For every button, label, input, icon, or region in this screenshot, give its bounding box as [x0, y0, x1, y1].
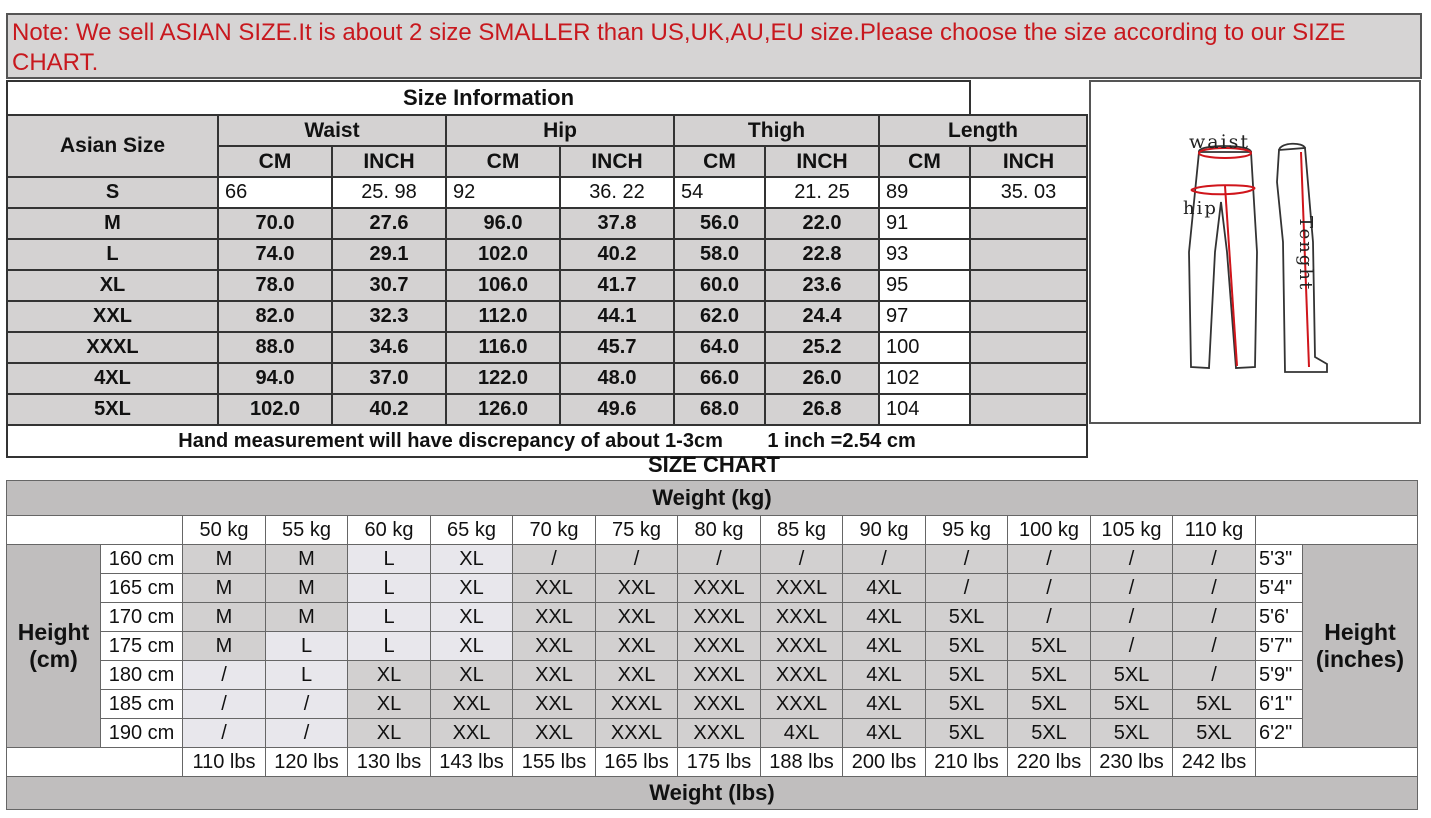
- size-value: 91: [879, 208, 970, 239]
- lbs-label: 230 lbs: [1091, 748, 1173, 777]
- size-row: [7, 177, 1087, 208]
- size-value: 104: [879, 394, 970, 425]
- size-value: 56.0: [674, 208, 765, 239]
- size-cell: 5XL: [1173, 719, 1256, 748]
- size-cell: XXXL: [761, 690, 843, 719]
- size-value: 26.8: [765, 394, 879, 425]
- size-cell: 5XL: [1008, 632, 1091, 661]
- size-cell: /: [1091, 545, 1173, 574]
- size-info-title-row: [7, 81, 1087, 115]
- size-cell: XL: [348, 661, 431, 690]
- size-cell: M: [266, 574, 348, 603]
- size-cell: L: [348, 574, 431, 603]
- size-cell: 4XL: [761, 719, 843, 748]
- size-cell: /: [596, 545, 678, 574]
- size-value: 40.2: [332, 394, 446, 425]
- size-value: 22.8: [765, 239, 879, 270]
- size-value: 30.7: [332, 270, 446, 301]
- size-row: [7, 239, 1087, 270]
- size-cell: /: [1008, 603, 1091, 632]
- height-inches: 5'7": [1256, 632, 1303, 661]
- group-header: Waist: [218, 115, 446, 146]
- size-cell: /: [1091, 574, 1173, 603]
- unit-header: CM: [674, 146, 765, 177]
- size-value: 78.0: [218, 270, 332, 301]
- height-cm: 185 cm: [101, 690, 183, 719]
- size-cell: XXL: [596, 632, 678, 661]
- size-cell: L: [266, 661, 348, 690]
- size-cell: M: [266, 603, 348, 632]
- size-cell: 5XL: [1008, 690, 1091, 719]
- weight-kg-header-row: [7, 481, 1418, 516]
- size-value: 48.0: [560, 363, 674, 394]
- size-cell: XXL: [596, 661, 678, 690]
- size-cell: 5XL: [1091, 690, 1173, 719]
- size-cell: 5XL: [1091, 719, 1173, 748]
- lbs-label: 188 lbs: [761, 748, 843, 777]
- height-inches: 5'4": [1256, 574, 1303, 603]
- size-cell: XXXL: [678, 661, 761, 690]
- size-value: 54: [674, 177, 765, 208]
- lbs-label: 210 lbs: [926, 748, 1008, 777]
- size-cell: 4XL: [843, 661, 926, 690]
- height-row: [7, 574, 1418, 603]
- size-cell: M: [183, 545, 266, 574]
- size-value: 21. 25: [765, 177, 879, 208]
- size-cell: 4XL: [843, 603, 926, 632]
- lbs-label: 175 lbs: [678, 748, 761, 777]
- measurement-footnote: Hand measurement will have discrepancy of about 1-3cm 1 inch =2.54 cm: [7, 425, 1087, 457]
- size-chart-table: [6, 480, 1418, 810]
- size-cell: 5XL: [1008, 719, 1091, 748]
- size-row: [7, 363, 1087, 394]
- size-cell: 5XL: [926, 661, 1008, 690]
- size-cell: XXL: [596, 603, 678, 632]
- size-value: 97: [879, 301, 970, 332]
- size-cell: /: [183, 719, 266, 748]
- size-label: XXL: [7, 301, 218, 332]
- size-value: 37.0: [332, 363, 446, 394]
- size-note: Note: We sell ASIAN SIZE.It is about 2 size SMALLER than US,UK,AU,EU size.Please choose the size according to our SIZE CHART.: [6, 13, 1422, 79]
- size-cell: /: [513, 545, 596, 574]
- size-value: [970, 270, 1087, 301]
- size-value: 112.0: [446, 301, 560, 332]
- size-cell: L: [348, 545, 431, 574]
- size-value: 92: [446, 177, 560, 208]
- height-cm: 190 cm: [101, 719, 183, 748]
- kg-label: 85 kg: [761, 516, 843, 545]
- size-cell: XXXL: [596, 690, 678, 719]
- size-cell: /: [1008, 574, 1091, 603]
- kg-label: 55 kg: [266, 516, 348, 545]
- size-cell: XXXL: [761, 661, 843, 690]
- size-row: [7, 394, 1087, 425]
- height-inches-header: Height (inches): [1303, 545, 1418, 748]
- unit-header: CM: [879, 146, 970, 177]
- size-cell: XXL: [513, 690, 596, 719]
- weight-lbs-footer: Weight (lbs): [7, 777, 1418, 810]
- pants-diagram: [1089, 80, 1421, 424]
- height-inches: 5'6': [1256, 603, 1303, 632]
- size-cell: /: [266, 690, 348, 719]
- hip-label: hip: [1183, 198, 1218, 219]
- size-value: 126.0: [446, 394, 560, 425]
- size-value: 32.3: [332, 301, 446, 332]
- height-row: [7, 661, 1418, 690]
- size-cell: /: [761, 545, 843, 574]
- size-cell: XXL: [513, 574, 596, 603]
- size-label: XL: [7, 270, 218, 301]
- unit-header: INCH: [765, 146, 879, 177]
- size-cell: L: [348, 603, 431, 632]
- size-value: 89: [879, 177, 970, 208]
- size-cell: XL: [348, 719, 431, 748]
- height-inches: 6'1": [1256, 690, 1303, 719]
- height-inches: 5'9": [1256, 661, 1303, 690]
- size-value: [970, 208, 1087, 239]
- size-chart-title: SIZE CHART: [648, 452, 780, 477]
- size-info-title: Size Information: [7, 81, 970, 115]
- size-label: 5XL: [7, 394, 218, 425]
- size-value: 49.6: [560, 394, 674, 425]
- height-cm-header: Height (cm): [7, 545, 101, 748]
- unit-header: INCH: [560, 146, 674, 177]
- size-cell: M: [183, 574, 266, 603]
- size-cell: /: [1173, 603, 1256, 632]
- size-cell: XXXL: [596, 719, 678, 748]
- size-cell: L: [348, 632, 431, 661]
- unit-header: CM: [446, 146, 560, 177]
- size-value: 29.1: [332, 239, 446, 270]
- kg-row: [7, 516, 1418, 545]
- size-cell: 5XL: [1091, 661, 1173, 690]
- size-value: 22.0: [765, 208, 879, 239]
- size-cell: XL: [431, 632, 513, 661]
- size-cell: /: [926, 545, 1008, 574]
- size-cell: XXXL: [678, 719, 761, 748]
- size-cell: XXL: [513, 661, 596, 690]
- size-cell: XXXL: [678, 603, 761, 632]
- unit-header: CM: [218, 146, 332, 177]
- lbs-label: 143 lbs: [431, 748, 513, 777]
- size-cell: 4XL: [843, 690, 926, 719]
- size-value: [970, 394, 1087, 425]
- height-row: [7, 719, 1418, 748]
- lbs-label: 155 lbs: [513, 748, 596, 777]
- height-inches: 6'2": [1256, 719, 1303, 748]
- size-cell: M: [183, 603, 266, 632]
- size-cell: XXL: [596, 574, 678, 603]
- height-cm: 165 cm: [101, 574, 183, 603]
- size-value: 45.7: [560, 332, 674, 363]
- size-cell: XXXL: [761, 574, 843, 603]
- size-cell: 5XL: [926, 719, 1008, 748]
- size-value: [970, 239, 1087, 270]
- size-value: 35. 03: [970, 177, 1087, 208]
- size-value: 58.0: [674, 239, 765, 270]
- lbs-label: 165 lbs: [596, 748, 678, 777]
- size-cell: /: [678, 545, 761, 574]
- size-value: 88.0: [218, 332, 332, 363]
- size-value: 23.6: [765, 270, 879, 301]
- size-value: 116.0: [446, 332, 560, 363]
- size-cell: XL: [431, 603, 513, 632]
- size-value: 34.6: [332, 332, 446, 363]
- height-row: [7, 690, 1418, 719]
- height-cm: 160 cm: [101, 545, 183, 574]
- size-value: 24.4: [765, 301, 879, 332]
- size-info-group-row: [7, 115, 1087, 146]
- size-value: 102: [879, 363, 970, 394]
- size-cell: XXXL: [761, 632, 843, 661]
- size-cell: /: [1173, 574, 1256, 603]
- size-value: 94.0: [218, 363, 332, 394]
- size-value: 122.0: [446, 363, 560, 394]
- size-value: 106.0: [446, 270, 560, 301]
- size-value: 96.0: [446, 208, 560, 239]
- size-value: 62.0: [674, 301, 765, 332]
- size-value: [970, 332, 1087, 363]
- size-value: 93: [879, 239, 970, 270]
- height-cm: 170 cm: [101, 603, 183, 632]
- size-cell: 4XL: [843, 719, 926, 748]
- size-row: [7, 332, 1087, 363]
- size-value: 37.8: [560, 208, 674, 239]
- lbs-label: 120 lbs: [266, 748, 348, 777]
- lbs-label: 220 lbs: [1008, 748, 1091, 777]
- kg-label: 110 kg: [1173, 516, 1256, 545]
- size-value: [970, 363, 1087, 394]
- blank-cell: [1256, 748, 1418, 777]
- size-cell: /: [926, 574, 1008, 603]
- lbs-row: [7, 748, 1418, 777]
- size-cell: 5XL: [1173, 690, 1256, 719]
- kg-label: 70 kg: [513, 516, 596, 545]
- size-cell: 5XL: [1008, 661, 1091, 690]
- unit-header: INCH: [970, 146, 1087, 177]
- size-information-table: [6, 80, 1088, 458]
- kg-label: 80 kg: [678, 516, 761, 545]
- height-cm: 175 cm: [101, 632, 183, 661]
- unit-header: INCH: [332, 146, 446, 177]
- size-cell: XXXL: [678, 574, 761, 603]
- size-cell: XXXL: [678, 690, 761, 719]
- kg-label: 65 kg: [431, 516, 513, 545]
- length-label: Tenght: [1295, 216, 1316, 292]
- size-value: 66: [218, 177, 332, 208]
- blank-cell: [1256, 516, 1418, 545]
- size-value: 25. 98: [332, 177, 446, 208]
- size-cell: /: [1008, 545, 1091, 574]
- size-cell: XXXL: [678, 632, 761, 661]
- size-value: 41.7: [560, 270, 674, 301]
- height-row: [7, 603, 1418, 632]
- size-cell: XXL: [431, 719, 513, 748]
- size-cell: /: [1091, 632, 1173, 661]
- size-value: 82.0: [218, 301, 332, 332]
- waist-label: waist: [1189, 131, 1251, 153]
- group-header: Hip: [446, 115, 674, 146]
- size-value: 95: [879, 270, 970, 301]
- height-row: [7, 545, 1418, 574]
- size-value: 64.0: [674, 332, 765, 363]
- size-cell: 5XL: [926, 690, 1008, 719]
- size-row: [7, 270, 1087, 301]
- size-value: 102.0: [218, 394, 332, 425]
- size-value: 40.2: [560, 239, 674, 270]
- size-cell: 5XL: [926, 632, 1008, 661]
- size-cell: /: [183, 661, 266, 690]
- lbs-label: 242 lbs: [1173, 748, 1256, 777]
- weight-lbs-footer-row: [7, 777, 1418, 810]
- size-cell: 4XL: [843, 574, 926, 603]
- size-cell: /: [1173, 632, 1256, 661]
- kg-label: 50 kg: [183, 516, 266, 545]
- asian-size-header: Asian Size: [7, 115, 218, 177]
- size-label: 4XL: [7, 363, 218, 394]
- size-value: 27.6: [332, 208, 446, 239]
- group-header: Length: [879, 115, 1087, 146]
- kg-label: 75 kg: [596, 516, 678, 545]
- size-value: 60.0: [674, 270, 765, 301]
- blank-cell: [7, 516, 183, 545]
- height-cm: 180 cm: [101, 661, 183, 690]
- size-cell: XL: [431, 574, 513, 603]
- size-value: 100: [879, 332, 970, 363]
- size-label: M: [7, 208, 218, 239]
- size-cell: XL: [348, 690, 431, 719]
- size-value: 74.0: [218, 239, 332, 270]
- kg-label: 60 kg: [348, 516, 431, 545]
- size-label: L: [7, 239, 218, 270]
- size-value: 68.0: [674, 394, 765, 425]
- height-row: [7, 632, 1418, 661]
- size-value: 44.1: [560, 301, 674, 332]
- size-cell: /: [1173, 545, 1256, 574]
- size-cell: XL: [431, 545, 513, 574]
- size-value: 70.0: [218, 208, 332, 239]
- size-value: [970, 301, 1087, 332]
- size-cell: XXL: [513, 632, 596, 661]
- kg-label: 95 kg: [926, 516, 1008, 545]
- size-value: 25.2: [765, 332, 879, 363]
- kg-label: 105 kg: [1091, 516, 1173, 545]
- size-cell: XL: [431, 661, 513, 690]
- lbs-label: 200 lbs: [843, 748, 926, 777]
- size-cell: /: [843, 545, 926, 574]
- size-cell: 5XL: [926, 603, 1008, 632]
- size-cell: 4XL: [843, 632, 926, 661]
- size-cell: /: [266, 719, 348, 748]
- size-cell: XXL: [513, 719, 596, 748]
- lbs-label: 110 lbs: [183, 748, 266, 777]
- size-cell: L: [266, 632, 348, 661]
- size-cell: XXL: [513, 603, 596, 632]
- lbs-label: 130 lbs: [348, 748, 431, 777]
- size-label: XXXL: [7, 332, 218, 363]
- size-cell: M: [266, 545, 348, 574]
- size-row: [7, 301, 1087, 332]
- group-header: Thigh: [674, 115, 879, 146]
- pants-measure-icon: [1091, 82, 1419, 422]
- size-value: 102.0: [446, 239, 560, 270]
- size-row: [7, 208, 1087, 239]
- size-cell: XXXL: [761, 603, 843, 632]
- size-cell: XXL: [431, 690, 513, 719]
- size-value: 36. 22: [560, 177, 674, 208]
- kg-label: 100 kg: [1008, 516, 1091, 545]
- size-value: 26.0: [765, 363, 879, 394]
- kg-label: 90 kg: [843, 516, 926, 545]
- size-label: S: [7, 177, 218, 208]
- size-cell: /: [183, 690, 266, 719]
- size-cell: M: [183, 632, 266, 661]
- weight-kg-header: Weight (kg): [7, 481, 1418, 516]
- blank-cell: [7, 748, 183, 777]
- height-inches: 5'3": [1256, 545, 1303, 574]
- size-cell: /: [1091, 603, 1173, 632]
- size-value: 66.0: [674, 363, 765, 394]
- size-cell: /: [1173, 661, 1256, 690]
